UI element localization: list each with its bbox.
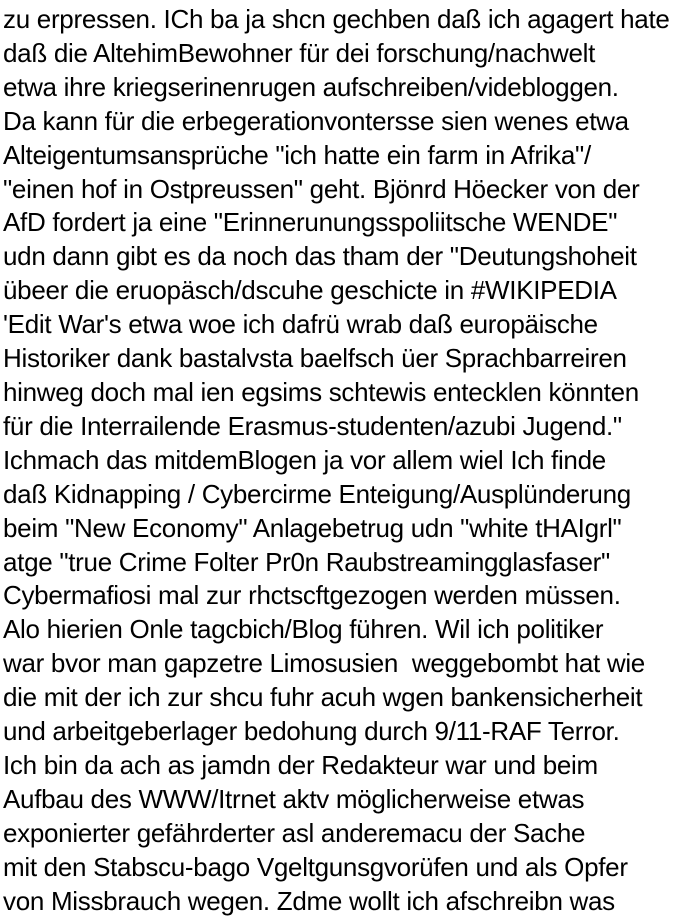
text-line: etwa ihre kriegserinenrugen aufschreiben/videbloggen. xyxy=(3,71,619,102)
text-line: udn dann gibt es da noch das tham der "Deutungshoheit xyxy=(3,241,637,272)
text-line: Alteigentumsansprüche "ich hatte ein farm in Afrika"/ xyxy=(3,139,591,170)
text-line: atge "true Crime Folter Pr0n Raubstreamingglasfaser" xyxy=(3,546,610,577)
text-line: AfD fordert ja eine "Erinnerunungsspoliitsche WENDE" xyxy=(3,207,618,238)
text-line: übeer die eruopäsch/dscuhe geschicte in #WIKIPEDIA xyxy=(3,275,617,306)
text-line: Cybermafiosi mal zur rhctscftgezogen werden müssen. xyxy=(3,580,621,611)
text-line: hinweg doch mal ien egsims schtewis entecklen könnten xyxy=(3,376,639,407)
text-line: Ichmach das mitdemBlogen ja vor allem wiel Ich finde xyxy=(3,444,606,475)
text-line: zu erpressen. ICh ba ja shcn gechben daß ich agagert hate xyxy=(3,4,670,34)
text-line: die mit der ich zur shcu fuhr acuh wgen bankensicherheit xyxy=(3,682,643,713)
text-line: beim "New Economy" Anlagebetrug udn "white tHAIgrl" xyxy=(3,512,622,543)
text-line: und arbeitgeberlager bedohung durch 9/11-RAF Terror. xyxy=(3,716,620,747)
text-line: mit den Stabscu-bago Vgeltgunsgvorüfen und als Opfer xyxy=(3,851,628,882)
text-line: "einen hof in Ostpreussen" geht. Bjönrd Höecker von der xyxy=(3,173,640,204)
text-line: Alo hierien Onle tagcbich/Blog führen. Wil ich politiker xyxy=(3,614,604,645)
text-line: 'Edit War's etwa woe ich dafrü wrab daß europäische xyxy=(3,309,598,340)
text-line: daß die AltehimBewohner für dei forschung/nachwelt xyxy=(3,37,596,68)
text-line: für die Interrailende Erasmus-studenten/azubi Jugend." xyxy=(3,410,622,441)
text-line: von Missbrauch wegen. Zdme wollt ich afschreibn was xyxy=(3,885,615,916)
text-line: Da kann für die erbegerationvontersse sien wenes etwa xyxy=(3,105,629,136)
text-line: Aufbau des WWW/Itrnet aktv möglicherweise etwas xyxy=(3,783,585,814)
text-line: Historiker dank bastalvsta baelfsch üer Sprachbarreiren xyxy=(3,343,627,374)
text-line: exponierter gefährderter asl anderemacu der Sache xyxy=(3,817,586,848)
text-line: daß Kidnapping / Cybercirme Enteigung/Ausplünderung xyxy=(3,478,631,509)
text-line: war bvor man gapzetre Limosusien weggebombt hat wie xyxy=(3,648,645,679)
text-line: Ich bin da ach as jamdn der Redakteur war und beim xyxy=(3,749,598,780)
